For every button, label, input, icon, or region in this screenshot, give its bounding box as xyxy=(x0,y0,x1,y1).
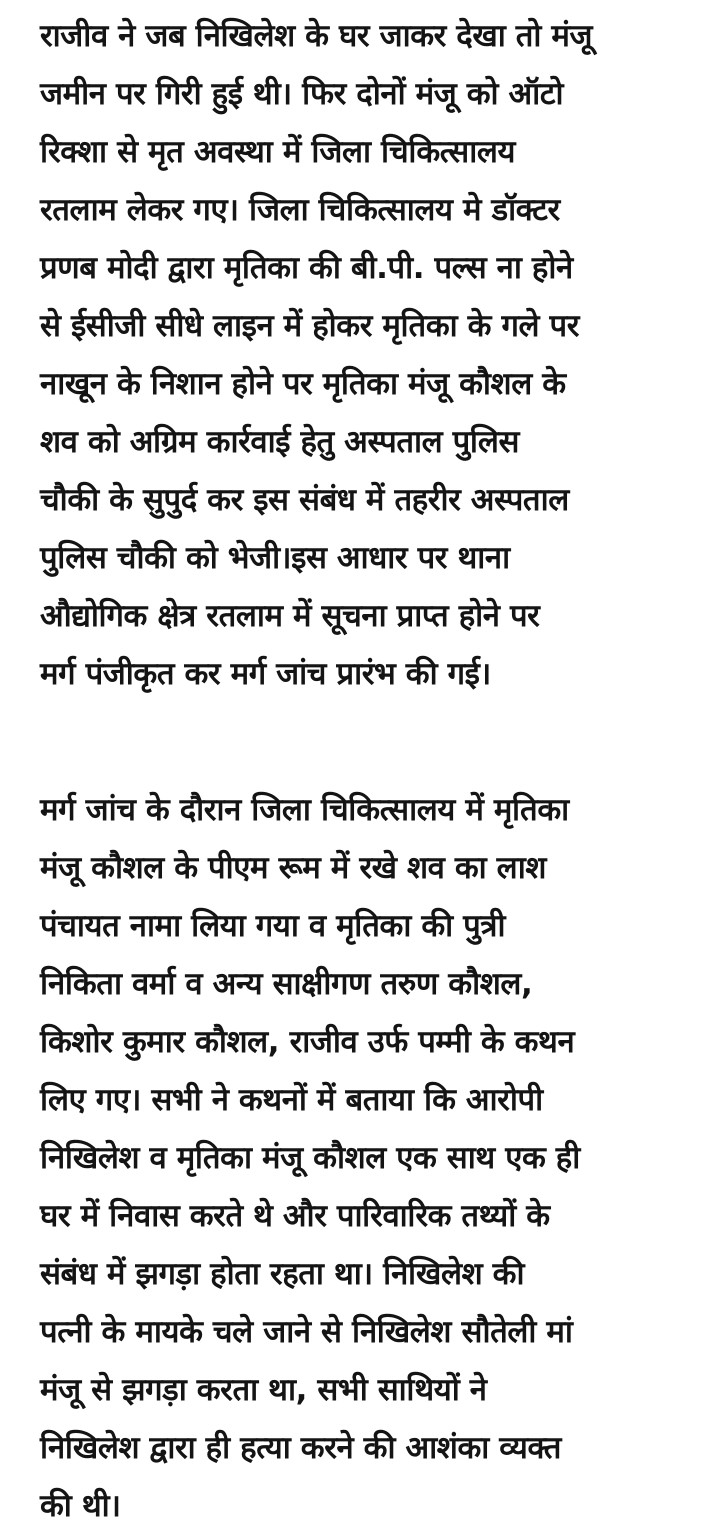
paragraph-1 xyxy=(40,10,712,706)
text-line: लिए गए। सभी ने कथनों में बताया कि आरोपी xyxy=(40,1082,543,1118)
text-line: प्रणब मोदी द्वारा मृतिका की बी.पी. पल्स ना होने xyxy=(40,250,573,286)
text-line: निखिलेश व मृतिका मंजू कौशल एक साथ एक ही xyxy=(40,1140,580,1176)
text-line: मर्ग जांच के दौरान जिला चिकित्सालय में मृतिका xyxy=(40,792,569,828)
text-line: किशोर कुमार कौशल, राजीव उर्फ पम्मी के कथन xyxy=(40,1024,575,1060)
text-line: चौकी के सुपुर्द कर इस संबंध में तहरीर अस्पताल xyxy=(40,482,569,518)
text-line: पुलिस चौकी को भेजी।इस आधार पर थाना xyxy=(40,540,510,576)
text-line: घर में निवास करते थे और पारिवारिक तथ्यों के xyxy=(40,1198,550,1234)
text-line: पत्नी के मायके चले जाने से निखिलेश सौतेली मां xyxy=(40,1314,573,1350)
text-line: मर्ग पंजीकृत कर मर्ग जांच प्रारंभ की गई। xyxy=(40,656,491,692)
text-line: रिक्शा से मृत अवस्था में जिला चिकित्सालय xyxy=(40,134,516,170)
article-body xyxy=(40,10,712,1538)
text-line: से ईसीजी सीधे लाइन में होकर मृतिका के गले पर xyxy=(40,308,580,344)
text-line: नाखून के निशान होने पर मृतिका मंजू कौशल के xyxy=(40,366,566,402)
text-line: जमीन पर गिरी हुई थी। फिर दोनों मंजू को ऑटो xyxy=(40,76,564,112)
text-line: संबंध में झगड़ा होता रहता था। निखिलेश की xyxy=(40,1256,525,1292)
text-line: औद्योगिक क्षेत्र रतलाम में सूचना प्राप्त होने पर xyxy=(40,598,540,634)
text-line: पंचायत नामा लिया गया व मृतिका की पुत्री xyxy=(40,908,506,944)
paragraph-2 xyxy=(40,784,712,1538)
text-line: निकिता वर्मा व अन्य साक्षीगण तरुण कौशल, xyxy=(40,966,533,1002)
text-line: शव को अग्रिम कार्रवाई हेतु अस्पताल पुलिस xyxy=(40,424,520,460)
text-line: निखिलेश द्वारा ही हत्या करने की आशंका व्यक्त xyxy=(40,1430,561,1466)
text-line: राजीव ने जब निखिलेश के घर जाकर देखा तो मंजू xyxy=(40,18,593,54)
text-line: रतलाम लेकर गए। जिला चिकित्सालय मे डॉक्टर xyxy=(40,192,560,228)
text-line: मंजू कौशल के पीएम रूम में रखे शव का लाश xyxy=(40,850,547,886)
text-line: की थी। xyxy=(40,1488,121,1524)
text-line: मंजू से झगड़ा करता था, सभी साथियों ने xyxy=(40,1372,487,1408)
